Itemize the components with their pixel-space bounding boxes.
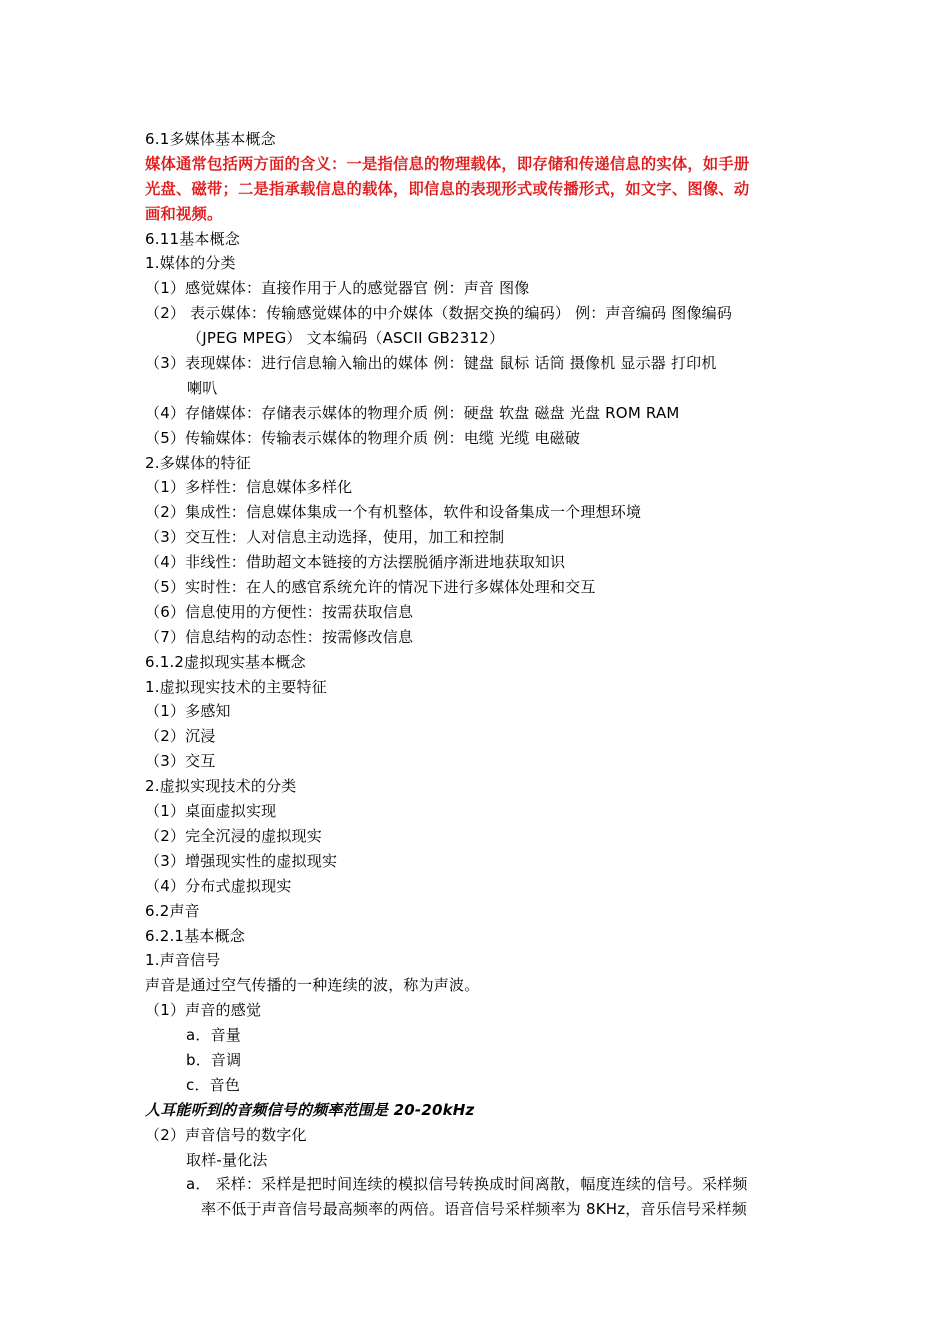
sub-list-item-continuation: 率不低于声音信号最高频率的两倍。语音信号采样频率为 8KHz，音乐信号采样频 — [201, 1200, 747, 1219]
document-page — [145, 127, 810, 1222]
sub-list-item: a． 采样：采样是把时间连续的模拟信号转换成时间离散，幅度连续的信号。采样频 — [186, 1175, 748, 1194]
list-item: （7）信息结构的动态性：按需修改信息 — [145, 627, 414, 646]
list-item: （5）实时性：在人的感官系统允许的情况下进行多媒体处理和交互 — [145, 578, 596, 597]
sub-list-item: c．音色 — [186, 1075, 241, 1094]
list-item: （1）多感知 — [145, 702, 231, 721]
sub-list-item: a．音量 — [186, 1026, 241, 1045]
list-item: （3）增强现实性的虚拟现实 — [145, 851, 338, 870]
list-item: （2）集成性：信息媒体集成一个有机整体，软件和设备集成一个理想环境 — [145, 503, 642, 522]
list-item: （2）声音信号的数字化 — [145, 1125, 307, 1144]
list-item: （3）交互 — [145, 752, 216, 771]
list-item: （1）多样性：信息媒体多样化 — [145, 478, 353, 497]
paragraph-sound-wave: 声音是通过空气传播的一种连续的波，称为声波。 — [145, 976, 480, 995]
list-item: （5）传输媒体：传输表示媒体的物理介质 例：电缆 光缆 电磁破 — [145, 428, 581, 447]
list-item: （6）信息使用的方便性：按需获取信息 — [145, 602, 414, 621]
highlight-paragraph-line-3: 画和视频。 — [145, 204, 223, 223]
list-item: （2）完全沉浸的虚拟现实 — [145, 826, 322, 845]
list-item: （1）声音的感觉 — [145, 1001, 262, 1020]
section-heading-6-2: 6.2声音 — [145, 901, 200, 920]
list-item: （3）交互性：人对信息主动选择，使用，加工和控制 — [145, 528, 505, 547]
list-item: （4）存储媒体：存储表示媒体的物理介质 例：硬盘 软盘 磁盘 光盘 ROM RAM — [145, 403, 680, 422]
list-item: （4）分布式虚拟现实 — [145, 876, 292, 895]
highlight-paragraph-line-1: 媒体通常包括两方面的含义：一是指信息的物理载体，即存储和传递信息的实体，如手册 — [145, 154, 750, 173]
method-label: 取样-量化法 — [186, 1150, 268, 1169]
section-heading-6-2-1: 6.2.1基本概念 — [145, 926, 245, 945]
subheading-vr-features: 1.虚拟现实技术的主要特征 — [145, 677, 327, 696]
emphasis-frequency-range: 人耳能听到的音频信号的频率范围是 20-20kHz — [145, 1100, 475, 1119]
section-heading-6-1: 6.1多媒体基本概念 — [145, 130, 276, 148]
subheading-vr-classification: 2.虚拟实现技术的分类 — [145, 777, 297, 796]
list-item: （1）桌面虚拟实现 — [145, 802, 277, 821]
subheading-multimedia-features: 2.多媒体的特征 — [145, 453, 251, 472]
list-item: （3）表现媒体：进行信息输入输出的媒体 例：键盘 鼠标 话筒 摄像机 显示器 打印机 — [145, 354, 717, 373]
section-heading-6-1-2: 6.1.2虚拟现实基本概念 — [145, 652, 306, 671]
list-item-continuation: 喇叭 — [187, 378, 218, 397]
list-item: （2） 表示媒体：传输感觉媒体的中介媒体（数据交换的编码） 例：声音编码 图像编码 — [145, 304, 733, 323]
section-heading-6-11: 6.11基本概念 — [145, 229, 240, 248]
subheading-sound-signal: 1.声音信号 — [145, 951, 221, 970]
list-item-continuation: （JPEG MPEG） 文本编码（ASCII GB2312） — [187, 329, 505, 348]
sub-list-item: b．音调 — [186, 1050, 242, 1069]
list-item: （1）感觉媒体：直接作用于人的感觉器官 例：声音 图像 — [145, 279, 530, 298]
subheading-media-classification: 1.媒体的分类 — [145, 254, 236, 273]
highlight-paragraph-line-2: 光盘、磁带；二是指承载信息的载体，即信息的表现形式或传播形式，如文字、图像、动 — [145, 179, 750, 198]
list-item: （4）非线性：借助超文本链接的方法摆脱循序渐进地获取知识 — [145, 553, 566, 572]
list-item: （2）沉浸 — [145, 727, 216, 746]
